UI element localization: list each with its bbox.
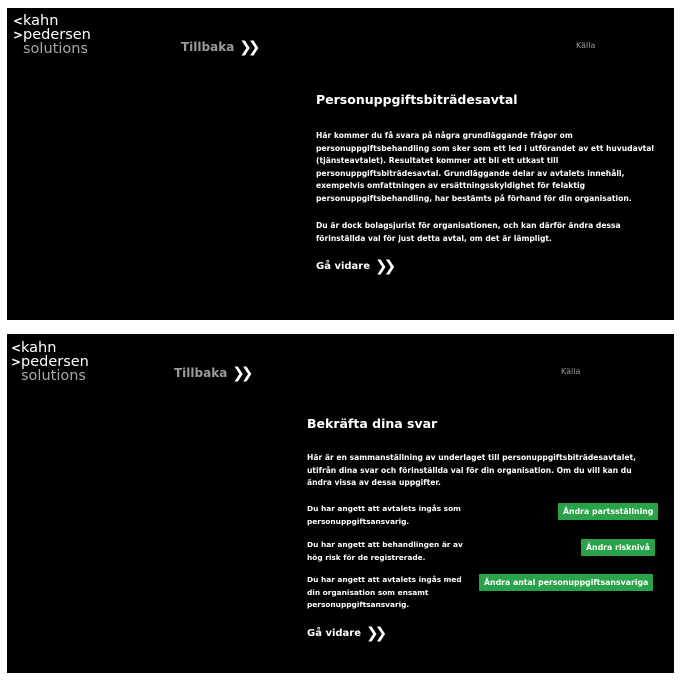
logo-text-solutions: solutions bbox=[23, 41, 88, 57]
proceed-button[interactable] bbox=[316, 257, 392, 275]
double-chevron-right-icon: ❯❯ bbox=[232, 364, 250, 382]
statement-risk-level: Du har angett att behandlingen är av hög risk för de registrerade. bbox=[307, 540, 463, 562]
source-link[interactable]: Källa bbox=[561, 367, 581, 376]
source-link[interactable]: Källa bbox=[576, 41, 596, 50]
screen-intro bbox=[7, 8, 674, 320]
intro-paragraph: Här kommer du få svara på några grundläggande frågor om personuppgiftsbehandling som sker som ett led i utförandet av ett huvudavtal (tjänsteavtalet). Resultatet kommer att bli ett utkast till personuppgiftsbiträdesavtal. Grundläggande delar av avtalets innehåll, exempelvis omfattningen av ersättningsskyldighet för felaktig personuppgiftsbehandling, har bestämts på förhand för din organisation. bbox=[316, 131, 655, 203]
double-chevron-right-icon: ❯❯ bbox=[239, 38, 257, 56]
note-paragraph: Du är dock bolagsjurist för organisationen, och kan därför ändra dessa förinställda val för just detta avtal, om det är lämpligt. bbox=[316, 221, 621, 243]
change-risk-level-button[interactable]: Ändra risknivå bbox=[581, 539, 655, 556]
statement-controller-count: Du har angett att avtalets ingås med din organisation som ensamt personuppgiftsansvarig. bbox=[307, 575, 462, 609]
logo-text-pedersen: pedersen bbox=[23, 27, 91, 43]
chevron-left-icon: < bbox=[11, 341, 22, 355]
proceed-label: Gå vidare bbox=[307, 627, 362, 639]
back-button[interactable] bbox=[181, 38, 256, 56]
logo-text-pedersen: pedersen bbox=[21, 354, 89, 370]
screen-confirm bbox=[7, 334, 674, 673]
statement-party-role: Du har angett att avtalets ingås som personuppgiftsansvarig. bbox=[307, 504, 461, 526]
logo-text-kahn: kahn bbox=[23, 13, 59, 29]
double-chevron-right-icon: ❯❯ bbox=[366, 624, 384, 642]
page-title: Bekräfta dina svar bbox=[307, 416, 438, 431]
logo[interactable] bbox=[13, 14, 91, 56]
logo-text-solutions: solutions bbox=[21, 368, 86, 384]
back-label: Tillbaka bbox=[181, 40, 235, 54]
chevron-left-icon: < bbox=[13, 14, 24, 28]
back-button[interactable] bbox=[174, 364, 249, 382]
proceed-label: Gå vidare bbox=[316, 260, 371, 272]
change-controller-count-button[interactable]: Ändra antal personuppgiftsansvariga bbox=[479, 574, 653, 591]
chevron-right-icon: > bbox=[11, 355, 22, 369]
chevron-right-icon: > bbox=[13, 28, 24, 42]
logo[interactable] bbox=[11, 341, 89, 383]
logo-text-kahn: kahn bbox=[21, 340, 57, 356]
page-title: Personuppgiftsbiträdesavtal bbox=[316, 92, 518, 107]
summary-intro: Här är en sammanställning av underlaget till personuppgiftsbiträdesavtalet, utifrån dina svar och förinställda val för din organisation. Om du vill kan du ändra vissa av dessa uppgifter. bbox=[307, 453, 637, 487]
back-label: Tillbaka bbox=[174, 366, 228, 380]
proceed-button[interactable] bbox=[307, 624, 383, 642]
double-chevron-right-icon: ❯❯ bbox=[375, 257, 393, 275]
change-party-role-button[interactable]: Ändra partsställning bbox=[558, 503, 658, 520]
